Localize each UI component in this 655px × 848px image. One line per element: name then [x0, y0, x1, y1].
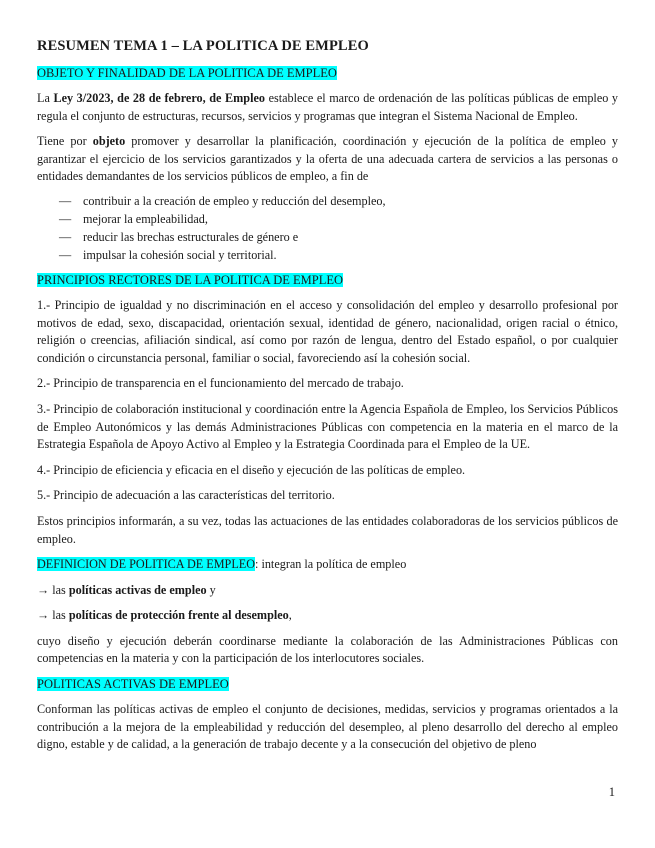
page-number: 1: [608, 785, 615, 799]
principles-closing: Estos principios informarán, a su vez, todas las actuaciones de las entidades colaboradoras de los servicios públicos de empleo.: [37, 513, 618, 546]
list-item: — mejorar la empleabilidad,: [59, 211, 208, 226]
highlighted-heading: PRINCIPIOS RECTORES DE LA POLITICA DE EMPLEO: [37, 272, 344, 287]
principle-2: 2.- Principio de transparencia en el funcionamiento del mercado de trabajo.: [37, 376, 404, 391]
principle-3: 3.- Principio de colaboración institucional y coordinación entre la Agencia Española de Empleo, los Servicios Públicos de Empleo Autonómicos y las demás Administraciones Públicas con competencia en la materia en el marco de la Estrategia Española de Apoyo Activo al Empleo y la Estrategia Coordinada para el Empleo de la UE.: [37, 401, 618, 452]
objeto-bold: objeto: [92, 134, 126, 149]
highlighted-heading: POLITICAS ACTIVAS DE EMPLEO: [37, 677, 229, 692]
paragraph-objeto: Tiene por objeto promover y desarrollar la planificación, coordinación y ejecución de la política de empleo y garantizar el ejercicio de los servicios garantizados y la oferta de una adecuada cartera de servicios a las personas o entidades demandantes de los servicios públicos de empleo, a fin de: [37, 134, 619, 184]
list-item: — contribuir a la creación de empleo y reducción del desempleo,: [59, 193, 386, 208]
law-reference: Ley 3/2023, de 28 de febrero, de Empleo: [53, 91, 265, 105]
dash-bullet: —: [59, 211, 72, 226]
arrow-item-activas: → las políticas activas de empleo y: [37, 582, 216, 597]
dash-bullet: —: [59, 229, 72, 244]
principle-4: 4.- Principio de eficiencia y eficacia en el diseño y ejecución de las políticas de empleo.: [37, 462, 466, 477]
highlighted-heading: DEFINICION DE POLITICA DE EMPLEO: [37, 557, 256, 572]
objectives-list: [37, 192, 618, 264]
section-heading-definicion: DEFINICION DE POLITICA DE EMPLEO: integran la política de empleo: [37, 557, 407, 572]
list-item: — impulsar la cohesión social y territorial.: [59, 247, 277, 262]
highlighted-heading: OBJETO Y FINALIDAD DE LA POLITICA DE EMPLEO: [37, 66, 337, 80]
arrow-icon: →: [37, 608, 50, 623]
section-heading-principios: [37, 272, 618, 288]
arrow-icon: →: [37, 582, 50, 597]
list-item: — reducir las brechas estructurales de género e: [59, 229, 299, 244]
section-heading-objeto: [37, 65, 618, 81]
arrow-item-proteccion: → las políticas de protección frente al desempleo,: [37, 608, 292, 623]
paragraph-ley: La Ley 3/2023, de 28 de febrero, de Empleo establece el marco de ordenación de las políticas públicas de empleo y regula el conjunto de estructuras, recursos, servicios y programas que integran el Sistema Nacional de Empleo.: [37, 91, 619, 123]
principle-1: 1.- Principio de igualdad y no discriminación en el acceso y consolidación del empleo y desarrollo profesional por motivos de edad, sexo, discapacidad, orientación sexual, identidad de género, nacionalidad, origen racial o étnico, religión o creencias, afiliación sindical, así como por razón de lengua, dentro del Estado español, o por cualquier condición o circunstancia personal, familiar o social, favoreciendo así la cohesión social.: [37, 297, 618, 365]
principle-5: 5.- Principio de adecuación a las características del territorio.: [37, 488, 335, 503]
dash-bullet: —: [59, 247, 72, 262]
section-heading-activas: [37, 676, 618, 692]
dash-bullet: —: [59, 193, 72, 208]
definition-closing: cuyo diseño y ejecución deberán coordinarse mediante la colaboración de las Administraciones Públicas con competencias en la materia y con la participación de los interlocutores sociales.: [37, 633, 618, 666]
paragraph-activas: Conforman las políticas activas de empleo el conjunto de decisiones, medidas, servicios y programas orientados a la contribución a la mejora de la empleabilidad y reducción del desempleo, al pleno desarrollo del derecho al empleo digno, estable y de calidad, a la generación de trabajo decente y a la consecución del objetivo de pleno: [37, 702, 618, 752]
document-title: RESUMEN TEMA 1 – LA POLITICA DE EMPLEO: [37, 38, 369, 54]
